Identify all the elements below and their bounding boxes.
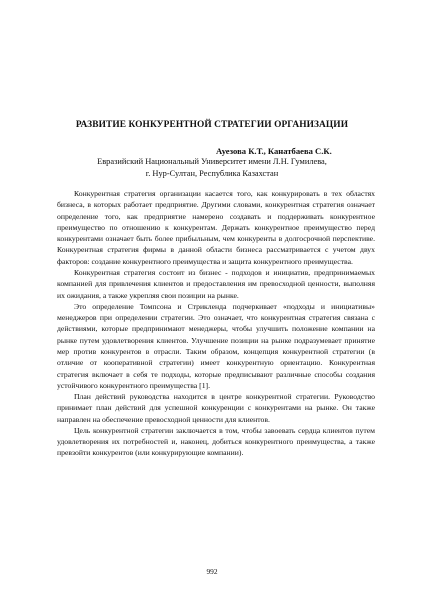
authors: Ауезова К.Т., Канатбаева С.К. xyxy=(216,146,332,156)
paragraph: Конкурентная стратегия организации касается того, как конкурировать в тех областях бизнеса, в которых работает предприятие. Другими словами, конкурентная стратегия означает определение того, как предприятие намерено создавать и поддерживать конкурентное преимущество по отношению к конкурентам. Держать конкурентное преимущество перед конкурентами означает быть более прибыльным, чем конкуренты в долгосрочной перспективе. Конкурентная стратегия фирмы в данной области бизнеса рассматривается с учетом двух факторов: создание конкурентного преимущества и защита конкурентного преимущества. xyxy=(57,189,375,266)
paragraph: Цель конкурентной стратегии заключается в том, чтобы завоевать сердца клиентов путем удовлетворения их потребностей и, наконец, добиться конкурентного преимущества, а также превзойти конкурентов (или конкурирующие компании). xyxy=(57,425,375,458)
paragraph: План действий руководства находится в центре конкурентной стратегии. Руководство принимает план действий для успешной конкуренции с конкурентами на рынке. Он также направлен на обеспечение превосходной ценности для клиентов. xyxy=(57,392,375,424)
affiliation-university: Евразийский Национальный Университет имени Л.Н. Гумилева, xyxy=(97,157,327,166)
paragraph: Это определение Томпсона и Стрикленда подчеркивает «подходы и инициативы» менеджеров при определении стратегии. Это означает, что конкурентная стратегия связана с действиями, которые предпринимают менеджеры, чтобы улучшить положение компании на рынке путем удовлетворения клиентов. Улучшение позиции на рынке подразумевает принятие мер против конкурентов в отрасли. Таким образом, концепция конкурентной стратегии (в отличие от кооперативной стратегии) имеет конкурентную ориентацию. Конкурентная стратегия включает в себя те подходы, которые предписывают различные способы создания устойчивого конкурентного преимущества [1]. xyxy=(57,301,375,390)
article-body xyxy=(57,188,375,459)
affiliation-location: г. Нур-Султан, Республика Казахстан xyxy=(145,169,279,178)
article-title: РАЗВИТИЕ КОНКУРЕНТНОЙ СТРАТЕГИИ ОРГАНИЗАЦИИ xyxy=(75,120,349,130)
page-number: 992 xyxy=(206,567,218,576)
paragraph: Конкурентная стратегия состоит из бизнес - подходов и инициатив, предпринимаемых компанией для привлечения клиентов и предоставления им превосходной ценности, выполняя их ожидания, а также укрепляя свои позиции на рынке. xyxy=(57,267,375,300)
